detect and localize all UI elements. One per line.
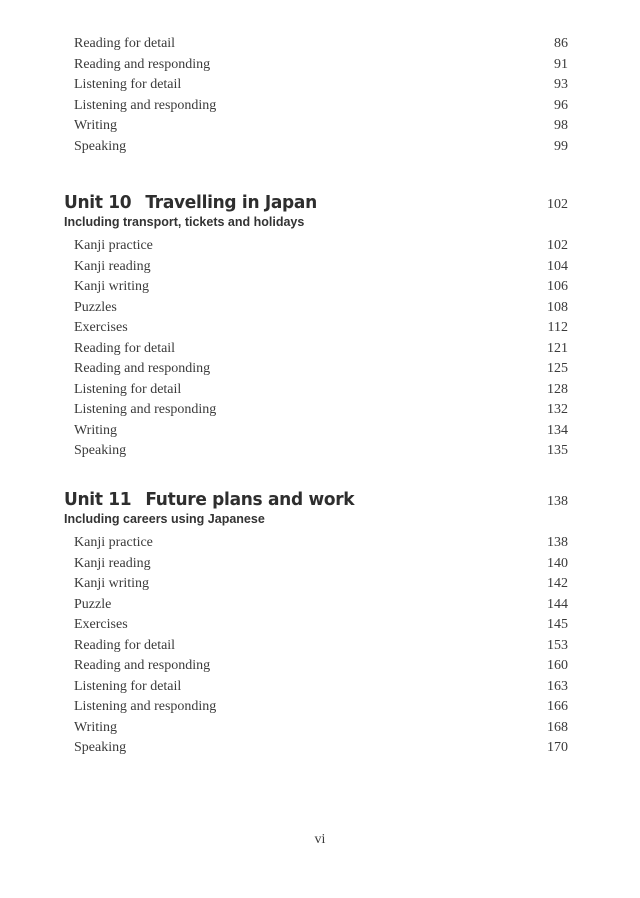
- toc-entry-page: 170: [547, 740, 568, 755]
- toc-entry-page: 145: [547, 617, 568, 632]
- unit-page: 138: [547, 494, 568, 509]
- unit-subtitle: Including transport, tickets and holidays: [64, 215, 305, 229]
- toc-entry-label: Puzzle: [74, 596, 112, 612]
- toc-entry[interactable]: [64, 55, 568, 76]
- toc-entry-page: 132: [547, 402, 568, 417]
- toc-entry-label: Kanji practice: [74, 238, 153, 253]
- toc-entry[interactable]: [64, 441, 568, 462]
- toc-entry[interactable]: [64, 359, 568, 380]
- toc-entry-page: 91: [554, 56, 568, 72]
- page-footer-number: vi: [314, 832, 326, 847]
- toc-entry-page: 99: [554, 138, 568, 154]
- toc-entry-label: Puzzles: [74, 299, 117, 315]
- toc-entry-page: 163: [547, 678, 568, 694]
- toc-entry-label: Listening and responding: [74, 97, 217, 113]
- toc-entry-label: Kanji writing: [74, 279, 150, 294]
- toc-entry-label: Listening and responding: [74, 699, 217, 714]
- toc-entry-label: Writing: [74, 422, 117, 438]
- toc-entry-page: 135: [547, 443, 568, 458]
- toc-entry-label: Reading for detail: [74, 637, 176, 653]
- toc-entry[interactable]: [64, 718, 568, 739]
- toc-entry-label: Reading and responding: [74, 56, 211, 72]
- toc-entry-page: 112: [547, 320, 568, 335]
- unit-10-section: [64, 193, 568, 462]
- toc-entry-page: 121: [547, 340, 568, 356]
- toc-entry-page: 98: [554, 118, 568, 133]
- toc-entry[interactable]: [64, 615, 568, 636]
- toc-entry-page: 108: [547, 299, 568, 315]
- toc-entry-label: Reading and responding: [74, 658, 211, 673]
- toc-entry-page: 93: [554, 77, 568, 92]
- toc-entry[interactable]: [64, 677, 568, 698]
- toc-entry-label: Exercises: [74, 320, 128, 335]
- toc-entry[interactable]: [64, 400, 568, 421]
- toc-entry-label: Listening for detail: [74, 77, 182, 92]
- toc-entry-label: Speaking: [74, 138, 127, 154]
- toc-entry-page: 86: [554, 36, 568, 51]
- toc-entry[interactable]: [64, 636, 568, 657]
- toc-entry[interactable]: [64, 738, 568, 759]
- unit-title: [64, 490, 354, 511]
- toc-continued-section: [64, 34, 568, 157]
- unit-subtitle: Including careers using Japanese: [64, 512, 265, 526]
- toc-entry[interactable]: [64, 257, 568, 278]
- toc-entry-page: 104: [547, 258, 568, 274]
- toc-entry-page: 96: [554, 97, 568, 113]
- toc-entry[interactable]: [64, 380, 568, 401]
- toc-entry[interactable]: [64, 318, 568, 339]
- toc-entry-label: Reading for detail: [74, 36, 176, 51]
- toc-entry[interactable]: [64, 656, 568, 677]
- toc-entry[interactable]: [64, 96, 568, 117]
- toc-entry-page: 125: [547, 361, 568, 376]
- toc-entry-page: 142: [547, 576, 568, 591]
- toc-entry[interactable]: [64, 554, 568, 575]
- toc-entry[interactable]: [64, 697, 568, 718]
- unit-number: Unit 10: [64, 192, 132, 214]
- toc-entry[interactable]: [64, 277, 568, 298]
- toc-entry-label: Speaking: [74, 443, 127, 458]
- toc-entry-page: 106: [547, 279, 568, 294]
- toc-entry[interactable]: [64, 116, 568, 137]
- toc-entry[interactable]: [64, 533, 568, 554]
- toc-entry-page: 140: [547, 555, 568, 571]
- toc-entry-label: Kanji reading: [74, 555, 151, 571]
- toc-entry-page: 134: [547, 422, 568, 438]
- unit-title: [64, 193, 317, 214]
- unit-heading[interactable]: [64, 490, 568, 512]
- unit-name: Future plans and work: [145, 489, 355, 511]
- toc-entry[interactable]: [64, 137, 568, 158]
- toc-entry-label: Kanji practice: [74, 535, 153, 550]
- toc-entry[interactable]: [64, 595, 568, 616]
- toc-entry-page: 138: [547, 535, 568, 550]
- unit-name: Travelling in Japan: [145, 192, 317, 214]
- toc-entry-page: 128: [547, 381, 568, 397]
- toc-entry-label: Kanji writing: [74, 576, 150, 591]
- toc-entry[interactable]: [64, 339, 568, 360]
- toc-entry[interactable]: [64, 75, 568, 96]
- toc-entry-label: Reading for detail: [74, 340, 176, 356]
- toc-entry-label: Writing: [74, 118, 117, 133]
- unit-11-section: [64, 490, 568, 759]
- toc-entry[interactable]: [64, 574, 568, 595]
- toc-entry-label: Listening for detail: [74, 678, 182, 694]
- toc-entry-page: 160: [547, 658, 568, 673]
- toc-entry-label: Reading and responding: [74, 361, 211, 376]
- toc-entry-page: 166: [547, 699, 568, 714]
- unit-number: Unit 11: [64, 489, 132, 511]
- toc-entry[interactable]: [64, 421, 568, 442]
- unit-page: 102: [547, 197, 568, 212]
- toc-entry-label: Listening and responding: [74, 402, 217, 417]
- toc-entry-label: Exercises: [74, 617, 128, 632]
- toc-entry-label: Kanji reading: [74, 258, 151, 274]
- toc-entry[interactable]: [64, 236, 568, 257]
- toc-entry-label: Listening for detail: [74, 381, 182, 397]
- unit-heading[interactable]: [64, 193, 568, 215]
- toc-entry[interactable]: [64, 298, 568, 319]
- toc-entry[interactable]: [64, 34, 568, 55]
- toc-entry-page: 168: [547, 719, 568, 735]
- toc-entry-page: 102: [547, 238, 568, 253]
- toc-entry-label: Writing: [74, 719, 117, 735]
- toc-entry-page: 144: [547, 596, 568, 612]
- toc-entry-label: Speaking: [74, 740, 127, 755]
- toc-entry-page: 153: [547, 637, 568, 653]
